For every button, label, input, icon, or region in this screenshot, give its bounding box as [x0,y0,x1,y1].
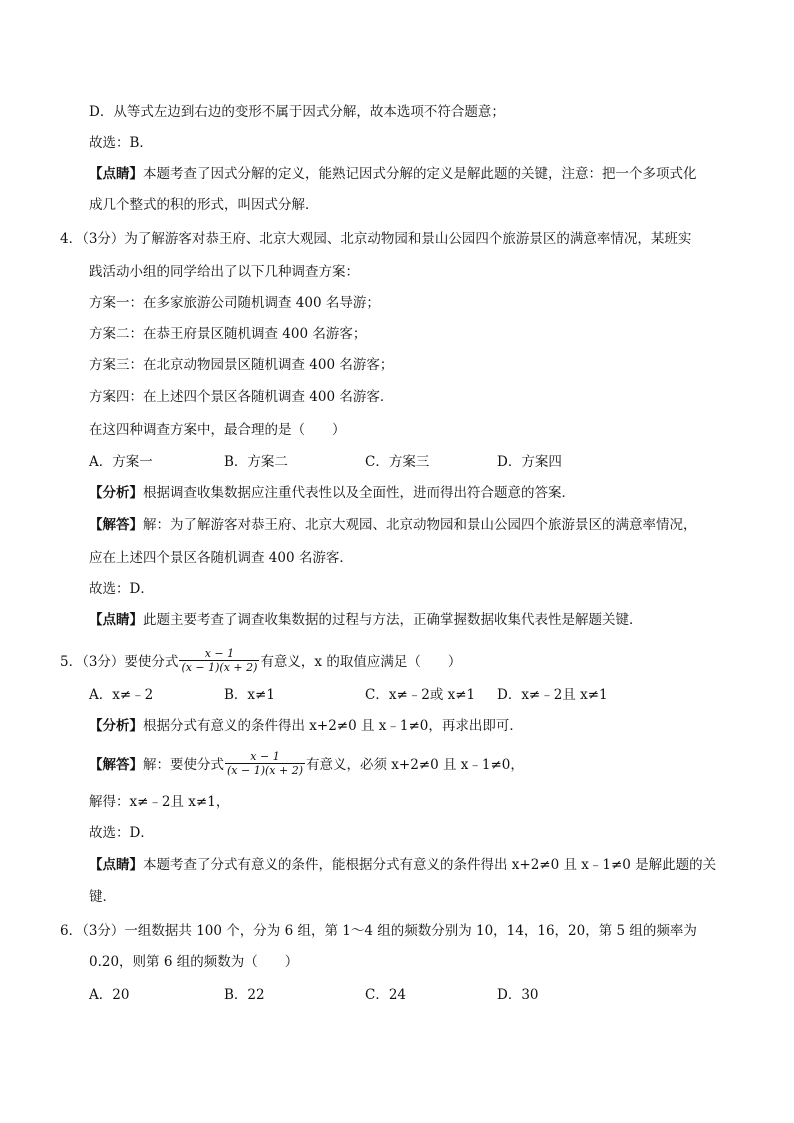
comment-text: 本题考查了分式有意义的条件，能根据分式有意义的条件得出 x+2≠0 且 x﹣1≠0 是解此题的关 [143,857,717,873]
comment-tag: 【点睛】 [89,612,143,628]
q5-stem-post: 有意义，x 的取值应满足（ ） [260,654,462,670]
fraction-denominator: (x − 1)(x + 2) [227,764,303,777]
q5-stem [60,649,461,676]
q6-option-b: B．22 [224,987,265,1003]
q5-answer-fraction [225,750,305,777]
q4-question: 在这四种调查方案中，最合理的是（ ） [89,422,346,438]
q5-comment-line2: 键． [89,889,116,905]
q4-plan1: 方案一：在多家旅游公司随机调查 400 名导游； [89,295,380,311]
q4-answer-line2: 应在上述四个景区各随机调查 400 名游客． [89,550,353,566]
q4-option-d: D．方案四 [497,454,562,470]
comment-tag: 【点睛】 [89,857,143,873]
q5-analysis [89,717,523,735]
prev-choice: 故选：B． [89,135,153,151]
q4-option-a: A．方案一 [89,454,153,470]
prev-comment-line2: 成几个整式的积的形式，叫因式分解． [89,197,319,213]
q4-plan2: 方案二：在恭王府景区随机调查 400 名游客； [89,326,367,342]
q6-option-c: C．24 [365,987,407,1003]
answer-text: 解：为了解游客对恭王府、北京大观园、北京动物园和景山公园四个旅游景区的满意率情况， [143,517,697,533]
answer-tag: 【解答】 [89,517,143,533]
q5-choice: 故选：D． [89,825,154,841]
analysis-text: 根据分式有意义的条件得出 x+2≠0 且 x﹣1≠0，再求出即可． [143,718,523,734]
comment-tag: 【点睛】 [89,166,143,182]
fraction-denominator: (x − 1)(x + 2) [181,661,258,674]
answer-pre: 解：要使分式 [143,757,224,773]
q4-choice: 故选：D． [89,581,154,597]
q5-stem-pre: 5．（3分）要使分式 [60,654,179,670]
q6-option-a: A．20 [89,987,130,1003]
q5-option-a: A．x≠﹣2 [89,687,154,703]
q4-analysis [89,484,575,502]
q4-option-c: C．方案三 [365,454,430,470]
q4-stem-line2: 践活动小组的同学给出了以下几种调查方案： [89,264,359,280]
answer-post: 有意义，必须 x+2≠0 且 x﹣1≠0， [306,757,524,773]
q5-comment-line1 [89,856,716,874]
prev-option-d: D．从等式左边到右边的变形不属于因式分解，故本选项不符合题意； [89,104,505,120]
q5-answer [89,752,524,779]
analysis-tag: 【分析】 [89,485,143,501]
q5-option-d: D．x≠﹣2且 x≠1 [497,687,608,703]
analysis-text: 根据调查收集数据应注重代表性以及全面性，进而得出符合题意的答案． [143,485,575,501]
q5-solve: 解得：x≠﹣2且 x≠1， [89,794,230,810]
answer-tag: 【解答】 [89,757,143,773]
prev-comment-line1 [89,165,697,183]
fraction-numerator: x − 1 [204,647,235,660]
q4-stem-line1: 4．（3分）为了解游客对恭王府、北京大观园、北京动物园和景山公园四个旅游景区的满意率情况，某班实 [60,231,692,247]
q6-stem-line2: 0.20，则第 6 组的频数为（ ） [89,954,299,970]
comment-text: 此题主要考查了调查收集数据的过程与方法，正确掌握数据收集代表性是解题关键． [143,612,643,628]
q4-plan3: 方案三：在北京动物园景区随机调查 400 名游客； [89,357,394,373]
q4-comment [89,611,643,629]
q4-plan4: 方案四：在上述四个景区各随机调查 400 名游客． [89,389,394,405]
q4-option-b: B．方案二 [224,454,288,470]
comment-text: 本题考查了因式分解的定义，能熟记因式分解的定义是解此题的关键，注意：把一个多项式化 [143,166,697,182]
q5-fraction [179,647,259,674]
q5-option-b: B．x≠1 [224,687,275,703]
q4-answer-line1 [89,516,697,534]
fraction-numerator: x − 1 [250,750,280,763]
q5-option-c: C．x≠﹣2或 x≠1 [365,687,476,703]
q6-option-d: D．30 [497,987,539,1003]
q6-stem-line1: 6．（3分）一组数据共 100 个，分为 6 组，第 1～4 组的频数分别为 10，14，16，20，第 5 组的频率为 [60,923,697,939]
analysis-tag: 【分析】 [89,718,143,734]
